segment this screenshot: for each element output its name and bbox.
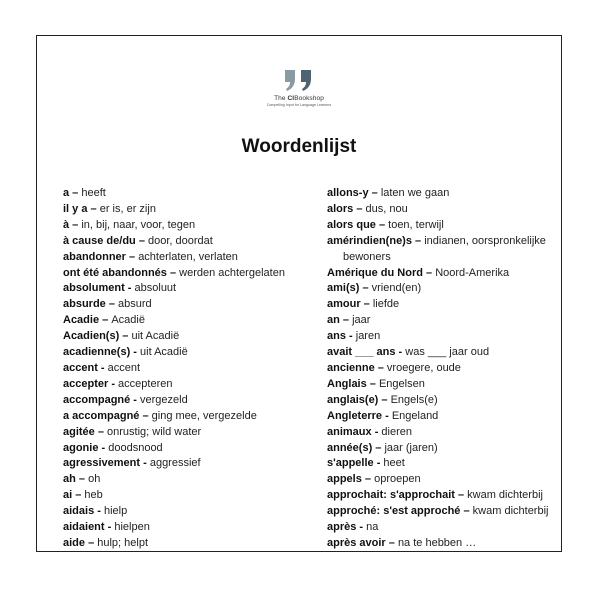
entry-separator: - [130,346,141,359]
glossary-entry [327,488,559,504]
entry-definition: er is, er zijn [99,202,156,215]
entry-term: Angleterre [327,409,383,422]
entry-separator: – [135,234,148,247]
entry-term: alors que [327,218,376,231]
entry-separator: – [75,473,89,486]
entry-definition: onrustig; wild water [107,425,202,438]
entry-separator: – [87,202,100,215]
entry-separator: - [108,377,119,390]
entry-separator: - [104,521,115,534]
entry-separator: - [356,521,367,534]
entry-separator: - [124,282,135,295]
entry-separator: - [97,361,108,374]
glossary-entry [63,250,313,266]
entry-term: s'appelle [327,457,374,470]
glossary-entry [63,504,313,520]
entry-definition: door, doordat [148,234,213,247]
entry-term: Acadien(s) [63,330,120,343]
entry-term: année(s) [327,441,373,454]
glossary-entry [63,281,313,297]
entry-term: a [63,187,70,199]
entry-term: ami(s) [327,282,360,295]
entry-term: avait ___ ans [327,346,396,359]
entry-definition: jaren [355,330,381,343]
entry-definition: ging mee, vergezelde [151,409,257,422]
entry-separator: – [94,425,108,438]
entry-definition: werden achtergelaten [179,266,285,279]
entry-definition: Engels(e) [390,393,438,406]
entry-separator: – [411,234,425,247]
glossary-entry [327,377,559,393]
glossary-column-right [327,186,559,552]
entry-definition: na [366,521,379,534]
glossary-entry [63,377,313,393]
glossary-entry [63,297,313,313]
glossary-entry [63,345,313,361]
entry-term: approchait: s'approchait [327,489,455,502]
entry-definition-continued: bewoners [343,250,391,263]
entry-separator: – [368,187,381,199]
entry-term: Acadie [63,314,100,327]
entry-definition: dus, nou [365,202,408,215]
glossary-entry [327,186,559,202]
entry-definition: na te hebben … [397,536,477,549]
entry-definition: dieren [381,425,412,438]
entry-definition: achterlaten, verlaten [138,250,238,263]
entry-separator: – [385,536,398,549]
entry-separator: - [395,346,406,359]
entry-separator: – [460,505,473,518]
entry-term: absolument [63,282,125,295]
glossary-column-left [63,186,313,552]
entry-definition: accent [107,361,141,374]
entry-term: aide [63,536,86,549]
entry-term: ancienne [327,361,375,374]
entry-separator: – [454,489,468,502]
entry-term: accepter [63,377,109,390]
glossary-page [36,35,562,552]
entry-separator: - [98,441,109,454]
entry-term: après avoir [327,536,386,549]
entry-definition: in, bij, naar, voor, tegen [81,218,196,231]
entry-separator: – [375,218,389,231]
entry-term: agonie [63,441,99,454]
glossary-entry [327,425,559,441]
entry-term: approché: s'est approché [327,505,461,518]
entry-definition: oproepen [374,473,421,486]
glossary-entry [327,456,559,472]
entry-term: amour [327,298,361,311]
entry-term: Anglais [327,377,367,390]
glossary-entry [63,536,313,552]
entry-separator: – [139,409,152,422]
entry-definition: oh [88,473,101,486]
glossary-entry [63,393,313,409]
entry-definition: hulp; helpt [97,536,149,549]
glossary-entry [327,472,559,488]
glossary-entry [63,409,313,425]
glossary-entry [327,536,559,552]
glossary-entry [327,409,559,425]
page-title: Woordenlijst [241,136,357,157]
entry-definition: aggressief [149,457,201,470]
entry-term: appels [327,473,362,486]
entry-term: après [327,521,357,534]
entry-separator: - [382,409,392,422]
entry-separator: – [119,330,132,343]
glossary-entry [63,488,313,504]
glossary-entry [327,202,559,218]
entry-term: aidaient [63,521,105,534]
entry-term: ont été abandonnés [63,266,167,279]
entry-term: ans [327,330,346,343]
publisher-tagline: Compelling Input for Language Learners [266,103,332,107]
entry-separator: - [345,330,356,343]
entry-separator: – [374,361,387,374]
publisher-name: The CIBookshop [274,95,324,102]
entry-definition: kwam dichterbij [467,489,543,502]
entry-separator: – [361,473,375,486]
entry-term: animaux [327,425,372,438]
entry-separator: – [359,282,372,295]
entry-definition: Acadië [111,314,145,327]
entry-definition: heb [84,489,103,502]
entry-term: amérindien(ne)s [327,234,412,247]
entry-definition: toen, terwijl [388,218,444,231]
glossary-entry [327,281,559,297]
entry-separator: – [99,314,112,327]
entry-separator: – [105,298,119,311]
entry-term: à cause de/du [63,234,136,247]
entry-term: accent [63,361,98,374]
entry-separator: – [360,298,373,311]
entry-definition: absurd [118,298,152,311]
entry-term: abandonner [63,250,126,263]
entry-term: ai [63,489,73,502]
entry-definition: was ___ jaar oud [405,346,490,359]
entry-definition: jaar [352,314,371,327]
entry-definition: vergezeld [140,393,188,406]
entry-term: agressivement [63,457,141,470]
entry-definition: doodsnood [108,441,163,454]
entry-term: acadienne(s) [63,346,131,359]
glossary-entry [63,186,313,202]
glossary-entry [327,266,559,282]
quote-marks-icon [283,66,315,94]
entry-definition: jaar (jaren) [384,441,438,454]
glossary-entry [327,504,559,520]
entry-term: a accompagné [63,409,140,422]
entry-separator: – [372,441,385,454]
glossary-entry [63,313,313,329]
entry-separator: – [69,187,82,199]
glossary-entry [63,441,313,457]
entry-separator: – [378,393,391,406]
entry-term: Amérique du Nord [327,266,423,279]
glossary-entry [63,218,313,234]
glossary-entry [63,456,313,472]
entry-definition: accepteren [118,377,173,390]
entry-definition: Engelsen [378,377,425,390]
entry-definition: absoluut [134,282,177,295]
entry-separator: – [366,377,379,390]
entry-separator: - [140,457,150,470]
entry-separator: – [339,314,353,327]
entry-separator: – [85,536,98,549]
entry-definition: kwam dichterbij [472,505,549,518]
entry-term: à [63,218,70,231]
entry-definition: vriend(en) [371,282,422,295]
entry-term: alors [327,202,354,215]
entry-definition: hielp [103,505,128,518]
entry-term: an [327,314,340,327]
glossary-entry [327,234,559,250]
entry-separator: – [72,489,85,502]
entry-term: agitée [63,425,95,438]
entry-definition: liefde [372,298,400,311]
glossary-entry [327,313,559,329]
entry-term: ah [63,473,76,486]
entry-separator: - [373,457,384,470]
entry-term: absurde [63,298,106,311]
entry-definition: vroegere, oude [386,361,461,374]
glossary-entry [63,266,313,282]
glossary-entry [63,520,313,536]
entry-term: anglais(e) [327,393,379,406]
glossary-entry [327,361,559,377]
entry-definition: uit Acadië [131,330,180,343]
entry-definition: indianen, oorspronkelijke [424,234,546,247]
glossary-entry [63,425,313,441]
entry-separator: – [353,202,366,215]
entry-separator: – [125,250,139,263]
glossary-entry [327,329,559,345]
entry-definition: heeft [81,187,106,199]
glossary-entry [327,345,559,361]
entry-definition: Noord-Amerika [435,266,510,279]
glossary-entry [63,329,313,345]
entry-separator: – [69,218,82,231]
glossary-entry [327,520,559,536]
glossary-entry [63,472,313,488]
entry-separator: - [130,393,141,406]
entry-separator: – [422,266,436,279]
entry-term: il y a [63,202,88,215]
entry-term: accompagné [63,393,131,406]
glossary-entry [327,441,559,457]
glossary-entry [63,234,313,250]
entry-term: allons-y [327,187,369,199]
entry-separator: - [94,505,104,518]
entry-definition: heet [383,457,405,470]
entry-separator: – [166,266,180,279]
publisher-logo [37,66,561,108]
entry-term: aidais [63,505,95,518]
glossary-entry [63,202,313,218]
glossary-entry [327,297,559,313]
entry-definition: hielpen [114,521,150,534]
entry-separator: - [371,425,382,438]
glossary-entry [327,393,559,409]
glossary-entry [327,218,559,234]
glossary-entry [63,361,313,377]
entry-definition: laten we gaan [380,187,450,199]
entry-definition: uit Acadië [140,346,188,359]
entry-definition: Engeland [391,409,439,422]
